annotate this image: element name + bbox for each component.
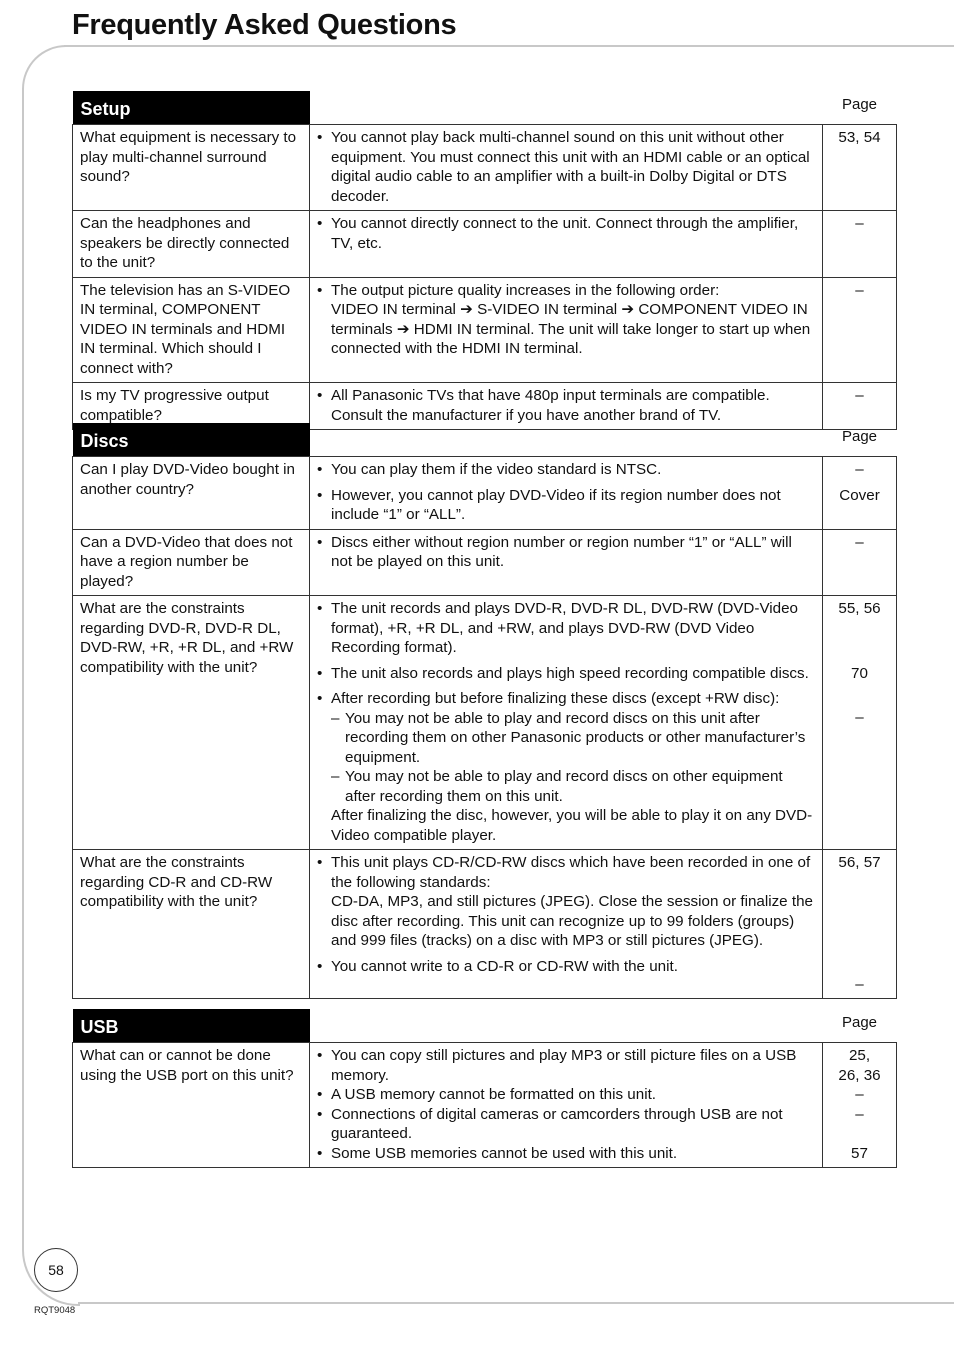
faq-answer bbox=[310, 850, 823, 999]
table-row bbox=[73, 596, 897, 850]
answer-item: • You can copy still pictures and play MP3 or still picture files on a USB memory. bbox=[317, 1046, 816, 1085]
answer-line: VIDEO IN terminal ➔ S-VIDEO IN terminal ➔ COMPONENT VIDEO IN terminals ➔ HDMI IN terminal. The unit will take longer to start up when connected with the HDMI IN terminal. bbox=[331, 301, 811, 357]
page-ref-item: – bbox=[855, 461, 864, 478]
faq-question: Can a DVD-Video that does not have a region number be played? bbox=[73, 529, 310, 596]
answer-item bbox=[317, 281, 816, 359]
page-reference: – bbox=[823, 211, 897, 278]
faq-answer bbox=[310, 211, 823, 278]
table-row bbox=[73, 529, 897, 596]
faq-answer bbox=[310, 529, 823, 596]
answer-item: • You can play them if the video standard is NTSC. bbox=[317, 460, 816, 480]
frame-bottom-line bbox=[78, 1302, 954, 1304]
answer-line: • After recording but before finalizing these discs (except +RW disc): bbox=[331, 690, 780, 707]
page-ref-item: – bbox=[855, 1105, 864, 1123]
frame-corner-top bbox=[22, 45, 68, 91]
page-reference bbox=[823, 1043, 897, 1168]
page-ref-item: 55, 56 bbox=[838, 600, 881, 617]
page-reference: – bbox=[823, 529, 897, 596]
page-column-header: Page bbox=[841, 96, 878, 113]
faq-question: What equipment is necessary to play multi-channel surround sound? bbox=[73, 125, 310, 211]
page-ref-item: 70 bbox=[851, 664, 868, 682]
faq-question: What can or cannot be done using the USB port on this unit? bbox=[73, 1043, 310, 1168]
faq-answer bbox=[310, 457, 823, 530]
page-ref-item: 56, 57 bbox=[838, 854, 881, 871]
answer-line: After finalizing the disc, however, you will be able to play it on any DVD-Video compatible player. bbox=[331, 807, 813, 844]
page-column-header: Page bbox=[841, 1014, 878, 1031]
page-reference bbox=[823, 850, 897, 999]
faq-question: The television has an S-VIDEO IN terminal, COMPONENT VIDEO IN terminals and HDMI IN terminal. Which should I connect with? bbox=[73, 277, 310, 383]
faq-question: Can the headphones and speakers be directly connected to the unit? bbox=[73, 211, 310, 278]
page-ref-item: – bbox=[855, 975, 864, 993]
frame-top-line bbox=[64, 45, 954, 47]
table-row bbox=[73, 125, 897, 211]
page-ref-item: – bbox=[855, 709, 864, 726]
answer-subitem: – You may not be able to play and record discs on other equipment after recording them on this unit. bbox=[331, 768, 783, 805]
page-column-header: Page bbox=[841, 428, 878, 445]
usb-section bbox=[72, 1009, 896, 1168]
faq-question: What are the constraints regarding CD-R and CD-RW compatibility with the unit? bbox=[73, 850, 310, 999]
answer-line: • This unit plays CD-R/CD-RW discs which have been recorded in one of the following standards: bbox=[331, 854, 811, 891]
answer-item: • Some USB memories cannot be used with this unit. bbox=[317, 1144, 816, 1164]
page-ref-item: 57 bbox=[851, 1144, 868, 1162]
faq-answer bbox=[310, 1043, 823, 1168]
answer-line: • The output picture quality increases in the following order: bbox=[331, 281, 720, 299]
answer-item: • A USB memory cannot be formatted on this unit. bbox=[317, 1085, 816, 1105]
faq-answer bbox=[310, 277, 823, 383]
table-row bbox=[73, 277, 897, 383]
page-ref-item: 25, 26, 36 bbox=[838, 1047, 881, 1084]
model-code: RQT9048 bbox=[34, 1305, 76, 1316]
table-row bbox=[73, 211, 897, 278]
table-row bbox=[73, 1043, 897, 1168]
page-reference: – bbox=[823, 383, 897, 430]
usb-section-label: USB bbox=[73, 1009, 310, 1043]
discs-section bbox=[72, 423, 896, 999]
page-reference bbox=[823, 457, 897, 530]
page-ref-item: – bbox=[855, 1086, 864, 1103]
page-reference: – bbox=[823, 277, 897, 383]
answer-item: • The unit also records and plays high speed recording compatible discs. bbox=[317, 664, 816, 684]
page-reference: 53, 54 bbox=[823, 125, 897, 211]
setup-section-label: Setup bbox=[73, 91, 310, 125]
answer-item: • Connections of digital cameras or camcorders through USB are not guaranteed. bbox=[317, 1105, 816, 1144]
setup-section bbox=[72, 91, 896, 430]
table-row bbox=[73, 457, 897, 530]
page-ref-item: Cover bbox=[839, 486, 880, 504]
page-number: 58 bbox=[34, 1248, 78, 1292]
page-reference bbox=[823, 596, 897, 850]
discs-section-label: Discs bbox=[73, 423, 310, 457]
table-row bbox=[73, 850, 897, 999]
answer-item: • All Panasonic TVs that have 480p input terminals are compatible. Consult the manufacturer if you have another brand of TV. bbox=[317, 386, 816, 425]
answer-item: • Discs either without region number or region number “1” or “ALL” will not be played on this unit. bbox=[317, 533, 816, 572]
answer-item bbox=[317, 689, 816, 845]
answer-item: • You cannot write to a CD-R or CD-RW with the unit. bbox=[317, 957, 816, 977]
frame-left-line bbox=[22, 88, 24, 1248]
answer-line: CD-DA, MP3, and still pictures (JPEG). Close the session or finalize the disc after recording. This unit can recognize up to 99 folders (groups) and 999 files (tracks) on a disc with MP3 or still pictures (JPEG). bbox=[331, 893, 813, 949]
answer-item bbox=[317, 853, 816, 951]
answer-item: • You cannot play back multi-channel sound on this unit without other equipment. You must connect this unit with an HDMI cable or an optical digital audio cable to an amplifier with a built-in Dolby Digital or DTS decoder. bbox=[317, 128, 816, 206]
faq-question: Is my TV progressive output compatible? bbox=[73, 383, 310, 430]
faq-answer bbox=[310, 596, 823, 850]
answer-subitem: – You may not be able to play and record discs on this unit after recording them on other Panasonic products or other manufacturer’s equipment. bbox=[331, 709, 806, 766]
answer-item: • The unit records and plays DVD-R, DVD-R DL, DVD-RW (DVD-Video format), +R, +R DL, and +RW, and plays DVD-RW (DVD Video Recording format). bbox=[317, 599, 816, 658]
answer-item: • You cannot directly connect to the unit. Connect through the amplifier, TV, etc. bbox=[317, 214, 816, 253]
faq-question: What are the constraints regarding DVD-R, DVD-R DL, DVD-RW, +R, +R DL, and +RW compatibility with the unit? bbox=[73, 596, 310, 850]
faq-answer bbox=[310, 125, 823, 211]
page-title: Frequently Asked Questions bbox=[72, 9, 457, 41]
faq-question: Can I play DVD-Video bought in another country? bbox=[73, 457, 310, 530]
answer-item: • However, you cannot play DVD-Video if its region number does not include “1” or “ALL”. bbox=[317, 486, 816, 525]
